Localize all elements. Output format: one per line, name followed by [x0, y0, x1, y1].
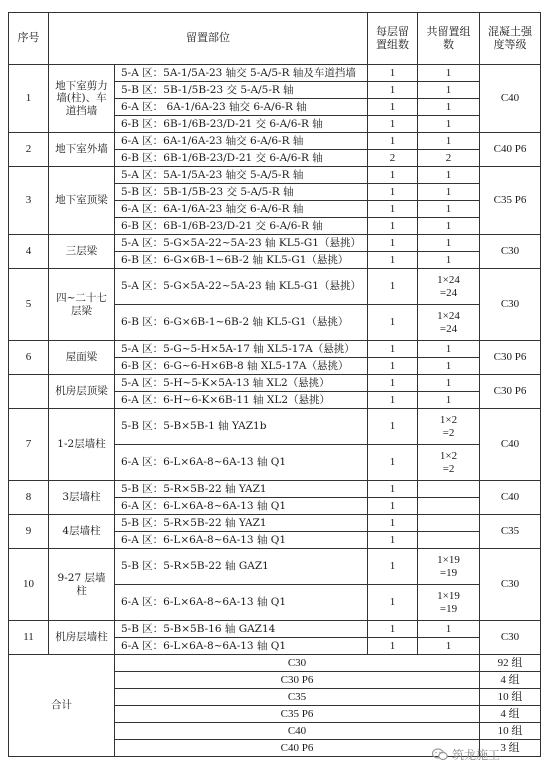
- row-location: 6-A 区：6A-1/6A-23 轴交 6-A/6-R 轴: [115, 201, 368, 218]
- row-location: 6-A 区：6-L×6A-8~6A-13 轴 Q1: [115, 498, 368, 515]
- summary-count: 10 组: [480, 723, 541, 740]
- row-per-floor: 1: [368, 133, 418, 150]
- row-total-formula: 1×24: [437, 309, 460, 322]
- row-part-name: 1-2层墙柱: [49, 409, 115, 481]
- row-part-name: 屋面梁: [49, 341, 115, 375]
- summary-grade: C40 P6: [115, 740, 480, 757]
- row-total-result: =24: [439, 286, 458, 299]
- row-total-result: =24: [439, 322, 458, 335]
- row-total: 1: [418, 218, 480, 235]
- header-total: 共留置组数: [418, 13, 480, 65]
- row-total: 1: [418, 358, 480, 375]
- summary-count: 10 组: [480, 689, 541, 706]
- row-per-floor: 1: [368, 549, 418, 585]
- row-location: 6-B 区：6B-1/6B-23/D-21 交 6-A/6-R 轴: [115, 116, 368, 133]
- row-location: 5-B 区：5-B×5B-1 轴 YAZ1b: [115, 409, 368, 445]
- row-location: 6-B 区：6-G×6B-1~6B-2 轴 KL5-G1（悬挑）: [115, 252, 368, 269]
- row-seq: 5: [9, 269, 49, 341]
- row-seq: 2: [9, 133, 49, 167]
- row-total-formula: 1×24: [437, 273, 460, 286]
- row-grade: C30: [480, 269, 541, 341]
- table-row: [9, 621, 541, 638]
- row-location: 6-A 区：6-L×6A-8~6A-13 轴 Q1: [115, 445, 368, 481]
- row-grade: C40: [480, 481, 541, 515]
- table-row: [9, 167, 541, 184]
- row-location: 6-B 区：6B-1/6B-23/D-21 交 6-A/6-R 轴: [115, 218, 368, 235]
- row-grade: C30: [480, 235, 541, 269]
- row-location: 5-B 区：5-B×5B-16 轴 GAZ14: [115, 621, 368, 638]
- table-row: [9, 133, 541, 150]
- row-per-floor: 1: [368, 585, 418, 621]
- row-total: 1: [418, 133, 480, 150]
- watermark-text: 筑龙施工: [452, 748, 501, 762]
- row-location: 5-A 区：5-H~5-K×5A-13 轴 XL2（悬挑）: [115, 375, 368, 392]
- row-total: 1: [418, 341, 480, 358]
- row-per-floor: 1: [368, 201, 418, 218]
- summary-count: 3 组: [480, 740, 541, 757]
- summary-count: 4 组: [480, 672, 541, 689]
- row-location: 5-B 区：5-R×5B-22 轴 YAZ1: [115, 481, 368, 498]
- row-location: 6-A 区：6-L×6A-8~6A-13 轴 Q1: [115, 532, 368, 549]
- row-total: [418, 498, 480, 515]
- row-per-floor: 1: [368, 392, 418, 409]
- wechat-icon: [432, 748, 448, 761]
- row-total-result: =19: [439, 602, 458, 615]
- row-per-floor: 1: [368, 269, 418, 305]
- table-row: [9, 235, 541, 252]
- row-total: [418, 269, 480, 305]
- row-per-floor: 1: [368, 99, 418, 116]
- summary-grade: C30: [115, 655, 480, 672]
- row-per-floor: 1: [368, 167, 418, 184]
- row-grade: C40: [480, 65, 541, 133]
- header-location: 留置部位: [49, 13, 368, 65]
- row-per-floor: 1: [368, 498, 418, 515]
- summary-grade: C40: [115, 723, 480, 740]
- row-location: 5-A 区：5-G×5A-22~5A-23 轴 KL5-G1（悬挑）: [115, 235, 368, 252]
- row-total-result: =2: [442, 462, 455, 475]
- summary-row: [9, 655, 541, 672]
- row-per-floor: 1: [368, 481, 418, 498]
- row-per-floor: 1: [368, 305, 418, 341]
- header-per-floor: 每层留置组数: [368, 13, 418, 65]
- row-seq: 3: [9, 167, 49, 235]
- row-total: 1: [418, 252, 480, 269]
- row-location: 5-A 区：5A-1/5A-23 轴交 5-A/5-R 轴及车道挡墙: [115, 65, 368, 82]
- row-seq: 8: [9, 481, 49, 515]
- row-seq: 9: [9, 515, 49, 549]
- row-per-floor: 1: [368, 515, 418, 532]
- row-per-floor: 1: [368, 218, 418, 235]
- row-per-floor: 1: [368, 409, 418, 445]
- row-total-formula: 1×19: [437, 553, 460, 566]
- row-per-floor: 1: [368, 638, 418, 655]
- row-grade: C30 P6: [480, 375, 541, 409]
- row-part-name: 地下室外墙: [49, 133, 115, 167]
- row-location: 6-B 区：6B-1/6B-23/D-21 交 6-A/6-R 轴: [115, 150, 368, 167]
- row-total-formula: 1×2: [439, 413, 458, 426]
- row-seq: 7: [9, 409, 49, 481]
- row-total: [418, 409, 480, 445]
- row-total: [418, 532, 480, 549]
- row-grade: C30 P6: [480, 341, 541, 375]
- table-row: [9, 65, 541, 82]
- row-total: 1: [418, 167, 480, 184]
- header-row: [9, 13, 541, 65]
- row-per-floor: 1: [368, 532, 418, 549]
- row-part-name: 4层墙柱: [49, 515, 115, 549]
- row-per-floor: 1: [368, 341, 418, 358]
- table-row: [9, 409, 541, 445]
- row-per-floor: 1: [368, 65, 418, 82]
- row-per-floor: 1: [368, 358, 418, 375]
- watermark: [432, 746, 500, 763]
- concrete-specimen-table: [8, 12, 541, 757]
- row-total: 1: [418, 235, 480, 252]
- table-row: [9, 375, 541, 392]
- row-total: 1: [418, 184, 480, 201]
- row-total: 1: [418, 116, 480, 133]
- row-total: [418, 585, 480, 621]
- row-location: 5-B 区：5B-1/5B-23 交 5-A/5-R 轴: [115, 184, 368, 201]
- row-per-floor: 1: [368, 375, 418, 392]
- row-per-floor: 1: [368, 252, 418, 269]
- row-seq: 4: [9, 235, 49, 269]
- row-location: 6-A 区： 6A-1/6A-23 轴交 6-A/6-R 轴: [115, 99, 368, 116]
- row-per-floor: 1: [368, 116, 418, 133]
- row-grade: C30: [480, 549, 541, 621]
- header-grade: 混凝土强度等级: [480, 13, 541, 65]
- row-total-result: =2: [442, 426, 455, 439]
- row-location: 5-A 区：5-G×5A-22~5A-23 轴 KL5-G1（悬挑）: [115, 269, 368, 305]
- row-part-name: 地下室顶梁: [49, 167, 115, 235]
- row-per-floor: 1: [368, 82, 418, 99]
- row-grade: C35: [480, 515, 541, 549]
- row-total: [418, 305, 480, 341]
- row-grade: C35 P6: [480, 167, 541, 235]
- row-seq: 10: [9, 549, 49, 621]
- row-total: 1: [418, 375, 480, 392]
- row-location: 6-B 区：6-G~6-H×6B-8 轴 XL5-17A（悬挑）: [115, 358, 368, 375]
- summary-grade: C30 P6: [115, 672, 480, 689]
- row-total-formula: 1×2: [439, 449, 458, 462]
- header-seq: 序号: [9, 13, 49, 65]
- row-location: 6-A 区：6A-1/6A-23 轴交 6-A/6-R 轴: [115, 133, 368, 150]
- row-part-name: 机房层墙柱: [49, 621, 115, 655]
- row-grade: C40: [480, 409, 541, 481]
- table-row: [9, 269, 541, 305]
- row-location: 5-B 区：5-R×5B-22 轴 GAZ1: [115, 549, 368, 585]
- summary-label: 合计: [9, 655, 115, 757]
- row-part-name: 9-27 层墙柱: [49, 549, 115, 621]
- row-part-name: 四~二十七层梁: [49, 269, 115, 341]
- row-part-name: 机房层顶梁: [49, 375, 115, 409]
- row-total: 1: [418, 201, 480, 218]
- row-seq: 1: [9, 65, 49, 133]
- row-location: 6-B 区：6-G×6B-1~6B-2 轴 KL5-G1（悬挑）: [115, 305, 368, 341]
- summary-count: 4 组: [480, 706, 541, 723]
- row-total: [418, 515, 480, 532]
- row-per-floor: 1: [368, 445, 418, 481]
- summary-grade: C35: [115, 689, 480, 706]
- table-row: [9, 515, 541, 532]
- summary-grade: C35 P6: [115, 706, 480, 723]
- row-total: 1: [418, 621, 480, 638]
- row-total-result: =19: [439, 566, 458, 579]
- row-total: 1: [418, 82, 480, 99]
- row-part-name: 三层梁: [49, 235, 115, 269]
- row-total: 2: [418, 150, 480, 167]
- row-location: 6-A 区：6-H~6-K×6B-11 轴 XL2（悬挑）: [115, 392, 368, 409]
- row-per-floor: 2: [368, 150, 418, 167]
- row-location: 5-A 区：5-G~5-H×5A-17 轴 XL5-17A（悬挑）: [115, 341, 368, 358]
- summary-count: 92 组: [480, 655, 541, 672]
- row-total: 1: [418, 638, 480, 655]
- row-per-floor: 1: [368, 184, 418, 201]
- row-per-floor: 1: [368, 621, 418, 638]
- row-location: 5-B 区：5-R×5B-22 轴 YAZ1: [115, 515, 368, 532]
- row-total: 1: [418, 99, 480, 116]
- row-total: 1: [418, 65, 480, 82]
- row-total: [418, 445, 480, 481]
- row-seq: 11: [9, 621, 49, 655]
- row-seq: [9, 375, 49, 409]
- table-row: [9, 549, 541, 585]
- row-location: 6-A 区：6-L×6A-8~6A-13 轴 Q1: [115, 638, 368, 655]
- row-seq: 6: [9, 341, 49, 375]
- row-grade: C30: [480, 621, 541, 655]
- row-location: 5-B 区：5B-1/5B-23 交 5-A/5-R 轴: [115, 82, 368, 99]
- row-location: 5-A 区：5A-1/5A-23 轴交 5-A/5-R 轴: [115, 167, 368, 184]
- row-part-name: 3层墙柱: [49, 481, 115, 515]
- row-total: [418, 549, 480, 585]
- row-total: 1: [418, 392, 480, 409]
- row-per-floor: 1: [368, 235, 418, 252]
- table-row: [9, 481, 541, 498]
- row-location: 6-A 区：6-L×6A-8~6A-13 轴 Q1: [115, 585, 368, 621]
- row-total-formula: 1×19: [437, 589, 460, 602]
- row-part-name: 地下室剪力墙(柱)、车道挡墙: [49, 65, 115, 133]
- table-row: [9, 341, 541, 358]
- row-total: [418, 481, 480, 498]
- row-grade: C40 P6: [480, 133, 541, 167]
